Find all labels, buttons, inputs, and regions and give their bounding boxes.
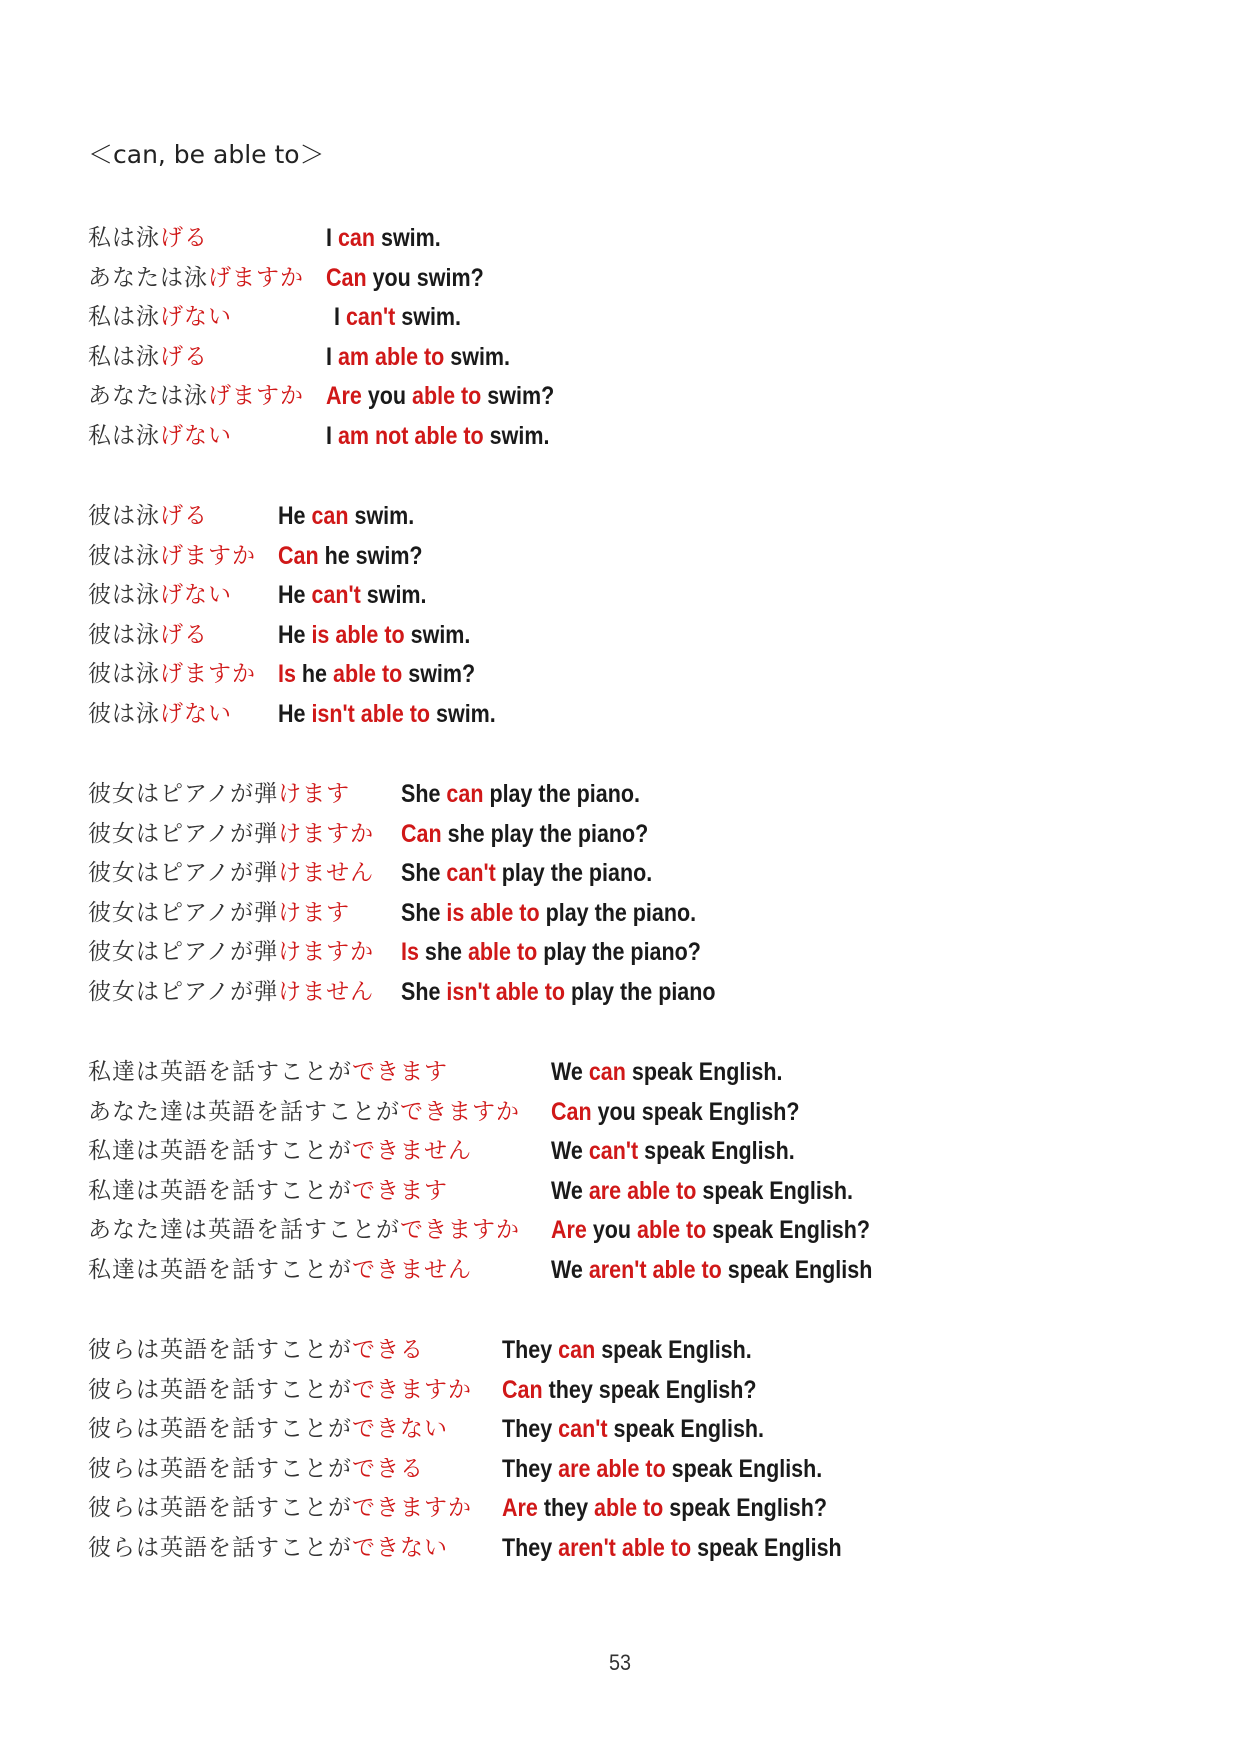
japanese-highlight: できる — [352, 1455, 424, 1482]
japanese-sentence — [88, 1171, 448, 1211]
english-highlight: Can — [401, 819, 442, 848]
english-highlight: Can — [326, 263, 367, 292]
english-sentence — [502, 1330, 752, 1370]
english-highlight: can — [588, 1058, 626, 1086]
japanese-sentence — [88, 575, 232, 615]
japanese-highlight: げる — [160, 225, 208, 251]
english-sentence — [551, 1052, 782, 1092]
english-text: they — [537, 1494, 595, 1523]
japanese-highlight: げない — [160, 423, 232, 449]
english-highlight: can — [337, 224, 376, 252]
japanese-highlight: けません — [278, 860, 375, 887]
english-sentence — [278, 575, 427, 615]
english-highlight: Can — [551, 1097, 592, 1126]
english-sentence — [401, 853, 652, 893]
english-sentence — [502, 1370, 756, 1410]
japanese-sentence — [88, 694, 232, 734]
english-sentence — [551, 1171, 853, 1211]
page-heading: ＜can, be able to＞ — [88, 140, 325, 169]
english-sentence — [326, 416, 549, 456]
japanese-highlight: できます — [352, 1177, 448, 1204]
english-sentence — [551, 1092, 800, 1132]
japanese-highlight: げますか — [208, 264, 304, 291]
english-text: speak English? — [706, 1216, 871, 1245]
japanese-sentence — [88, 1052, 448, 1092]
japanese-highlight: できない — [352, 1416, 448, 1443]
japanese-text: 彼女はピアノが弾 — [88, 939, 279, 966]
english-text: play the piano — [565, 978, 716, 1006]
english-text: speak English. — [696, 1176, 853, 1205]
japanese-text: あなた達は英語を話すことが — [88, 1217, 400, 1244]
english-highlight: am not able to — [337, 422, 484, 450]
english-highlight: can't — [446, 859, 496, 888]
english-sentence — [551, 1210, 870, 1250]
english-highlight: Can — [278, 541, 319, 570]
english-highlight: Are — [551, 1216, 587, 1245]
english-highlight: can — [311, 502, 349, 530]
english-sentence — [278, 654, 475, 694]
japanese-highlight: げる — [160, 621, 208, 648]
japanese-text: 彼女はピアノが弾 — [88, 781, 279, 807]
english-text: He — [278, 700, 312, 728]
japanese-text: 彼女はピアノが弾 — [88, 899, 279, 926]
english-sentence — [551, 1250, 872, 1290]
japanese-sentence — [88, 1449, 424, 1489]
english-sentence — [502, 1528, 842, 1568]
japanese-text: 彼は泳 — [88, 701, 160, 727]
english-text: he swim? — [318, 541, 423, 570]
english-text: play the piano. — [495, 859, 653, 888]
english-sentence — [551, 1131, 795, 1171]
english-sentence — [502, 1488, 827, 1528]
english-text: They — [502, 1534, 559, 1562]
japanese-sentence — [88, 376, 304, 416]
english-text: He — [278, 581, 312, 610]
english-text: I — [326, 342, 338, 371]
english-highlight: can — [446, 780, 484, 808]
english-sentence — [401, 972, 716, 1012]
english-text: She — [401, 978, 447, 1006]
japanese-highlight: げない — [160, 582, 232, 609]
english-text: swim. — [348, 502, 415, 530]
english-text: We — [551, 1137, 589, 1166]
japanese-text: 彼らは英語を話すことが — [88, 1416, 352, 1443]
japanese-text: 彼らは英語を話すことが — [88, 1535, 352, 1561]
english-text: she — [418, 938, 468, 967]
english-text: speak English. — [607, 1415, 765, 1444]
english-text: They — [502, 1454, 559, 1483]
japanese-highlight: げますか — [160, 661, 256, 688]
english-sentence — [278, 536, 423, 576]
japanese-text: 私は泳 — [88, 225, 160, 251]
japanese-text: あなたは泳 — [88, 383, 208, 410]
japanese-sentence — [88, 496, 208, 536]
english-text: swim. — [395, 303, 462, 332]
japanese-text: 彼女はピアノが弾 — [88, 820, 279, 847]
japanese-sentence — [88, 337, 208, 377]
english-text: swim. — [360, 581, 427, 610]
english-highlight: isn't able to — [311, 700, 431, 728]
japanese-text: 彼は泳 — [88, 621, 160, 648]
japanese-sentence — [88, 1092, 520, 1132]
english-text: swim? — [481, 382, 555, 411]
japanese-sentence — [88, 416, 232, 456]
english-highlight: Is — [401, 938, 419, 967]
japanese-text: 私達は英語を話すことが — [88, 1138, 352, 1165]
english-text: swim. — [444, 342, 511, 371]
japanese-highlight: できる — [352, 1337, 424, 1363]
english-highlight: can't — [558, 1415, 608, 1444]
english-sentence — [278, 496, 414, 536]
english-sentence — [401, 774, 640, 814]
japanese-sentence — [88, 853, 374, 893]
japanese-text: 彼は泳 — [88, 503, 160, 529]
english-highlight: can — [558, 1336, 596, 1364]
japanese-highlight: げない — [160, 304, 232, 331]
english-highlight: is able to — [311, 620, 405, 649]
english-text: speak English. — [595, 1336, 752, 1364]
japanese-text: 私は泳 — [88, 343, 160, 370]
english-sentence — [502, 1449, 822, 1489]
english-text: she play the piano? — [441, 819, 649, 848]
japanese-highlight: できません — [352, 1257, 472, 1283]
japanese-sentence — [88, 218, 208, 258]
japanese-text: 私達は英語を話すことが — [88, 1059, 352, 1085]
english-text: play the piano. — [539, 898, 697, 927]
japanese-sentence — [88, 1409, 448, 1449]
english-text: you swim? — [366, 263, 484, 292]
english-highlight: aren't able to — [588, 1256, 722, 1284]
english-text: speak English — [691, 1534, 842, 1562]
japanese-highlight: げる — [160, 503, 208, 529]
japanese-text: 彼は泳 — [88, 582, 160, 609]
japanese-text: 私は泳 — [88, 423, 160, 449]
japanese-highlight: けません — [278, 979, 375, 1005]
japanese-sentence — [88, 774, 350, 814]
english-sentence — [326, 337, 510, 377]
english-text: speak English? — [663, 1494, 827, 1523]
english-sentence — [326, 376, 554, 416]
japanese-sentence — [88, 932, 374, 972]
japanese-highlight: げますか — [208, 383, 304, 410]
japanese-highlight: けますか — [278, 820, 375, 847]
english-sentence — [278, 615, 470, 655]
english-text: play the piano? — [537, 938, 701, 967]
japanese-sentence — [88, 972, 374, 1012]
english-highlight: able to — [467, 938, 538, 967]
english-sentence — [278, 694, 496, 734]
english-text: swim. — [375, 224, 441, 252]
japanese-text: 私達は英語を話すことが — [88, 1177, 352, 1204]
japanese-sentence — [88, 1131, 472, 1171]
english-sentence — [326, 218, 441, 258]
english-text: We — [551, 1058, 589, 1086]
english-text: swim. — [483, 422, 550, 450]
english-highlight: able to — [332, 660, 403, 689]
english-highlight: able to — [412, 382, 482, 411]
english-text: They — [502, 1336, 559, 1364]
japanese-highlight: できます — [352, 1059, 448, 1085]
japanese-text: 私は泳 — [88, 304, 160, 331]
japanese-sentence — [88, 893, 350, 933]
english-text: We — [551, 1176, 589, 1205]
english-highlight: can't — [588, 1137, 639, 1166]
english-text: I — [334, 303, 346, 332]
japanese-highlight: できますか — [352, 1495, 472, 1522]
japanese-highlight: できない — [352, 1535, 448, 1561]
english-highlight: is able to — [446, 898, 540, 927]
english-text: speak English. — [625, 1058, 783, 1086]
english-highlight: able to — [594, 1494, 664, 1523]
japanese-highlight: できますか — [400, 1098, 520, 1125]
english-sentence — [401, 814, 648, 854]
japanese-text: あなた達は英語を話すことが — [88, 1098, 400, 1125]
english-highlight: can't — [311, 581, 361, 610]
japanese-highlight: げる — [160, 343, 208, 370]
japanese-sentence — [88, 258, 304, 298]
japanese-text: 彼は泳 — [88, 661, 160, 688]
english-text: you — [586, 1216, 638, 1245]
japanese-sentence — [88, 615, 208, 655]
english-text: speak English. — [665, 1454, 823, 1483]
english-highlight: Is — [278, 660, 296, 689]
japanese-text: 彼は泳 — [88, 542, 160, 569]
english-text: She — [401, 898, 447, 927]
english-text: I — [326, 422, 338, 450]
english-text: speak English — [721, 1256, 873, 1284]
japanese-text: 彼女はピアノが弾 — [88, 860, 279, 887]
english-text: I — [326, 224, 338, 252]
japanese-text: 彼らは英語を話すことが — [88, 1376, 352, 1403]
japanese-highlight: げますか — [160, 542, 256, 569]
english-text: She — [401, 859, 447, 888]
japanese-sentence — [88, 1488, 472, 1528]
english-text: They — [502, 1415, 559, 1444]
japanese-sentence — [88, 1250, 472, 1290]
english-sentence — [334, 297, 461, 337]
english-sentence — [401, 893, 696, 933]
english-text: swim? — [402, 660, 476, 689]
english-text: you — [361, 382, 413, 411]
japanese-sentence — [88, 1210, 520, 1250]
page-number: 53 — [608, 1650, 632, 1675]
japanese-highlight: できますか — [352, 1376, 472, 1403]
english-text: He — [278, 620, 312, 649]
japanese-sentence — [88, 1330, 424, 1370]
english-highlight: able to — [637, 1216, 707, 1245]
japanese-highlight: けます — [278, 781, 351, 807]
english-text: We — [551, 1256, 589, 1284]
japanese-text: 彼らは英語を話すことが — [88, 1495, 352, 1522]
english-highlight: Can — [502, 1375, 543, 1404]
english-sentence — [401, 932, 701, 972]
english-highlight: am able to — [337, 342, 445, 371]
japanese-sentence — [88, 536, 256, 576]
japanese-highlight: できません — [352, 1138, 472, 1165]
english-text: he — [295, 660, 333, 689]
japanese-sentence — [88, 1528, 448, 1568]
english-highlight: aren't able to — [558, 1534, 692, 1562]
japanese-sentence — [88, 297, 232, 337]
english-highlight: isn't able to — [446, 978, 566, 1006]
japanese-highlight: けますか — [278, 939, 375, 966]
japanese-highlight: けます — [278, 899, 351, 926]
english-sentence — [326, 258, 484, 298]
english-text: swim. — [430, 700, 496, 728]
japanese-text: 彼らは英語を話すことが — [88, 1337, 352, 1363]
japanese-text: 私達は英語を話すことが — [88, 1257, 352, 1283]
english-text: She — [401, 780, 447, 808]
english-highlight: are able to — [558, 1454, 666, 1483]
english-text: you speak English? — [591, 1097, 800, 1126]
english-highlight: can't — [345, 303, 396, 332]
english-text: speak English. — [638, 1137, 795, 1166]
japanese-sentence — [88, 654, 256, 694]
english-highlight: Are — [502, 1494, 538, 1523]
english-text: He — [278, 502, 312, 530]
english-highlight: Are — [326, 382, 362, 411]
japanese-sentence — [88, 1370, 472, 1410]
japanese-highlight: できますか — [400, 1217, 520, 1244]
japanese-text: 彼女はピアノが弾 — [88, 979, 279, 1005]
japanese-highlight: げない — [160, 701, 232, 727]
english-text: swim. — [404, 620, 471, 649]
english-sentence — [502, 1409, 764, 1449]
english-highlight: are able to — [588, 1176, 697, 1205]
english-text: they speak English? — [542, 1375, 757, 1404]
japanese-sentence — [88, 814, 374, 854]
japanese-text: あなたは泳 — [88, 264, 208, 291]
english-text: play the piano. — [483, 780, 640, 808]
japanese-text: 彼らは英語を話すことが — [88, 1455, 352, 1482]
